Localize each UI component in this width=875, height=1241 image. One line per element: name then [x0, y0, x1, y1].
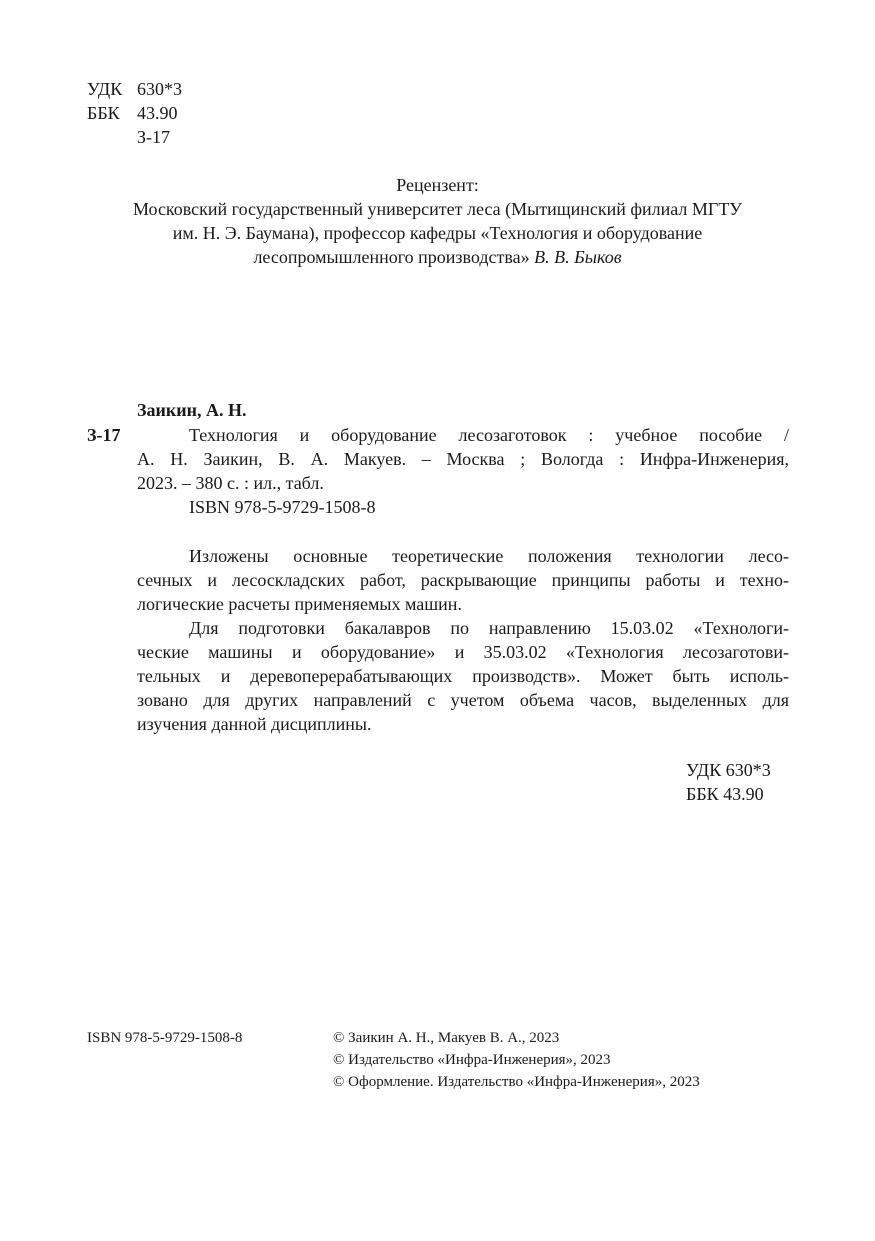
annotation-p1-line-2: сечных и лесоскладских работ, раскрывающие принципы работы и техно- [137, 570, 789, 590]
reviewer-line-2: им. Н. Э. Баумана), профессор кафедры «Технология и оборудование [172, 223, 703, 243]
udk-label: УДК [87, 79, 123, 99]
reviewer-line-1: Московский государственный университет леса (Мытищинский филиал МГТУ [132, 199, 743, 219]
annotation-p2-line-1: Для подготовки бакалавров по направлению 15.03.02 «Технологи- [189, 618, 789, 638]
bbk-value: 43.90 [137, 103, 178, 123]
author-mark-top: З-17 [137, 127, 171, 147]
annotation-p2-line-5: изучения данной дисциплины. [137, 714, 372, 734]
bbk-bottom: ББК 43.90 [686, 784, 764, 804]
copyright-block [333, 1027, 700, 1093]
copyright-line-1: © Заикин А. Н., Макуев В. А., 2023 [333, 1030, 560, 1046]
copyright-line-2: © Издательство «Инфра-Инженерия», 2023 [333, 1052, 611, 1068]
udk-bottom: УДК 630*3 [686, 760, 771, 780]
copyright-line-3: © Оформление. Издательство «Инфра-Инженерия», 2023 [333, 1074, 700, 1090]
bib-author-mark: З-17 [87, 425, 121, 445]
bib-desc-line-3: 2023. – 380 с. : ил., табл. [137, 473, 324, 493]
bib-desc-line-1: Технология и оборудование лесозаготовок : учебное пособие / [189, 425, 789, 445]
reviewer-line-3 [70, 245, 805, 269]
reviewer-line-3-text: лесопромышленного производства» [253, 247, 535, 267]
bib-author: Заикин, А. Н. [137, 400, 247, 420]
bbk-row [87, 101, 182, 125]
annotation-p1-line-1: Изложены основные теоретические положения технологии лесо- [189, 546, 789, 566]
reviewer-title: Рецензент: [396, 175, 479, 195]
classification-header [87, 77, 182, 149]
bbk-label: ББК [87, 103, 120, 123]
author-mark-row [87, 125, 182, 149]
udk-row [87, 77, 182, 101]
bib-isbn: ISBN 978-5-9729-1508-8 [189, 497, 376, 517]
footer-isbn: ISBN 978-5-9729-1508-8 [87, 1030, 243, 1046]
annotation-p2-line-4: зовано для других направлений с учетом объема часов, выделенных для [137, 690, 789, 710]
reviewer-name: В. В. Быков [534, 247, 622, 267]
annotation-p1-line-3: логические расчеты применяемых машин. [137, 594, 462, 614]
reviewer-block [70, 173, 805, 269]
annotation-p2-line-3: тельных и деревоперерабатывающих производств». Может быть исполь- [137, 666, 789, 686]
udk-value: 630*3 [137, 79, 182, 99]
annotation-p2-line-2: ческие машины и оборудование» и 35.03.02 «Технология лесозаготови- [137, 642, 789, 662]
bib-desc-line-2: А. Н. Заикин, В. А. Макуев. – Москва ; Вологда : Инфра-Инженерия, [137, 449, 789, 469]
